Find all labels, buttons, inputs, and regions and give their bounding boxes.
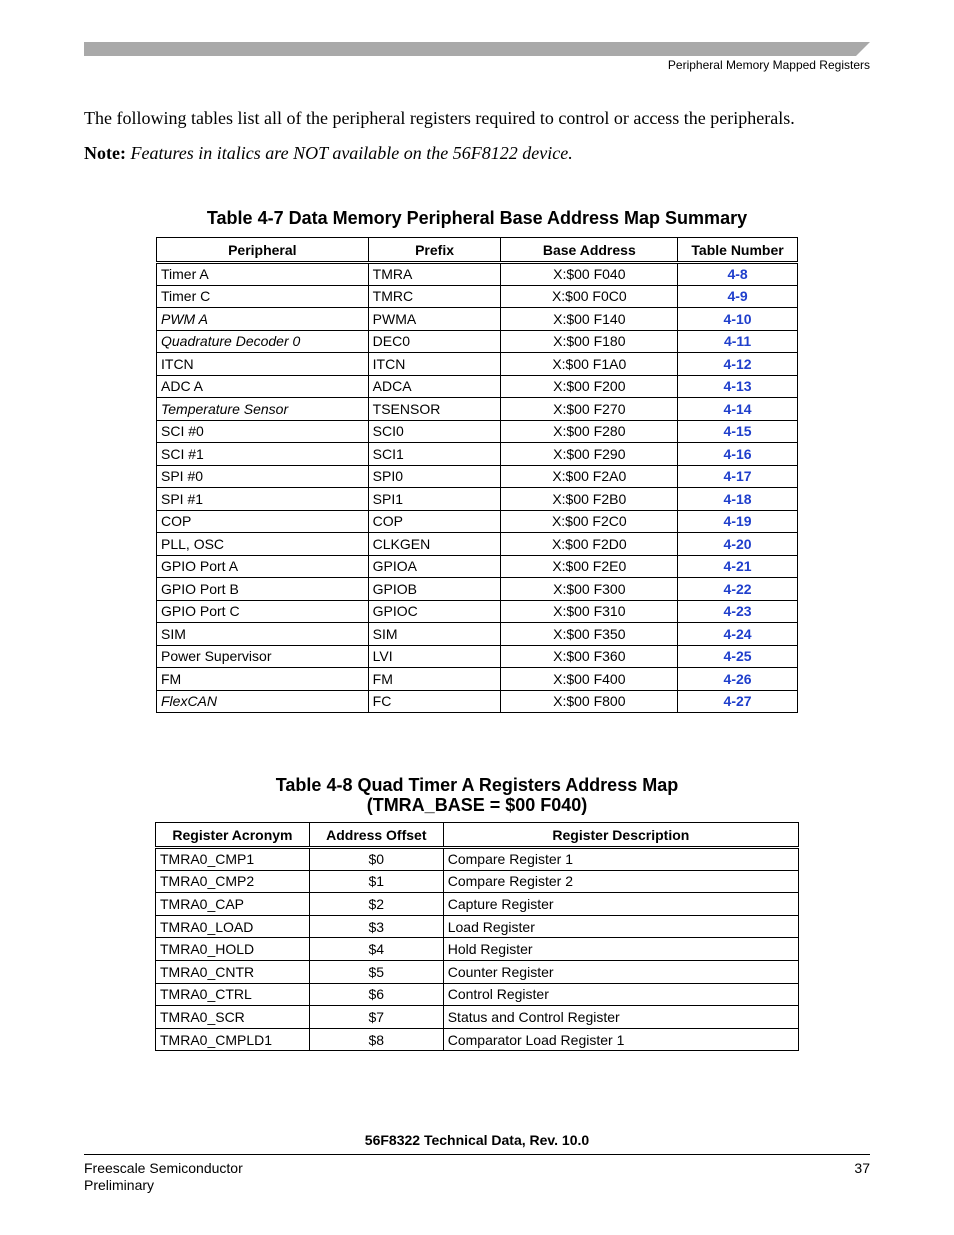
table-row [156,848,799,871]
base-address-cell: X:$00 F2E0 [501,555,678,578]
table8-caption-line2: (TMRA_BASE = $00 F040) [366,795,588,815]
table-row [157,623,798,646]
table-number-link[interactable]: 4-18 [678,488,798,511]
table-row [157,285,798,308]
table-number-link[interactable]: 4-24 [678,623,798,646]
note-label: Note: [84,143,126,163]
prefix-cell: ITCN [368,353,501,376]
peripheral-cell: FlexCAN [157,690,369,713]
table-row [156,938,799,961]
peripheral-cell: SPI #0 [157,465,369,488]
description-cell: Capture Register [443,893,798,916]
peripheral-cell: Power Supervisor [157,645,369,668]
table-row [157,263,798,286]
table-number-link[interactable]: 4-9 [678,285,798,308]
description-cell: Hold Register [443,938,798,961]
table7-header-table: Table Number [678,238,798,263]
peripheral-cell: SIM [157,623,369,646]
table-row [157,645,798,668]
table-row [157,375,798,398]
peripheral-cell: SCI #0 [157,420,369,443]
peripheral-cell: SCI #1 [157,443,369,466]
description-cell: Comparator Load Register 1 [443,1028,798,1051]
prefix-cell: SPI0 [368,465,501,488]
table-row [157,443,798,466]
prefix-cell: SPI1 [368,488,501,511]
base-address-cell: X:$00 F140 [501,308,678,331]
page-number: 37 [854,1160,870,1176]
table-row [157,690,798,713]
prefix-cell: SCI0 [368,420,501,443]
description-cell: Compare Register 2 [443,870,798,893]
table8-header-acronym: Register Acronym [156,823,310,848]
table-number-link[interactable]: 4-23 [678,600,798,623]
table-number-link[interactable]: 4-14 [678,398,798,421]
prefix-cell: TSENSOR [368,398,501,421]
table8-header-row [156,823,799,848]
table-row [156,1028,799,1051]
base-address-cell: X:$00 F400 [501,668,678,691]
base-address-cell: X:$00 F040 [501,263,678,286]
base-address-cell: X:$00 F280 [501,420,678,443]
peripheral-cell: COP [157,510,369,533]
table-row [157,668,798,691]
table-row [157,578,798,601]
peripheral-cell: Quadrature Decoder 0 [157,330,369,353]
header-bar [84,42,870,56]
table-row [157,308,798,331]
table8-header-offset: Address Offset [309,823,443,848]
description-cell: Compare Register 1 [443,848,798,871]
acronym-cell: TMRA0_CNTR [156,960,310,983]
prefix-cell: CLKGEN [368,533,501,556]
base-address-cell: X:$00 F310 [501,600,678,623]
table-number-link[interactable]: 4-20 [678,533,798,556]
prefix-cell: TMRA [368,263,501,286]
table-number-link[interactable]: 4-16 [678,443,798,466]
note [84,142,874,164]
base-address-cell: X:$00 F200 [501,375,678,398]
table-number-link[interactable]: 4-10 [678,308,798,331]
acronym-cell: TMRA0_CAP [156,893,310,916]
table8-header-desc: Register Description [443,823,798,848]
table-row [156,960,799,983]
description-cell: Status and Control Register [443,1006,798,1029]
table-number-link[interactable]: 4-12 [678,353,798,376]
base-address-cell: X:$00 F350 [501,623,678,646]
peripheral-cell: Temperature Sensor [157,398,369,421]
peripheral-cell: GPIO Port C [157,600,369,623]
table-row [157,510,798,533]
prefix-cell: SIM [368,623,501,646]
base-address-cell: X:$00 F0C0 [501,285,678,308]
table-number-link[interactable]: 4-26 [678,668,798,691]
table-number-link[interactable]: 4-21 [678,555,798,578]
table-number-link[interactable]: 4-8 [678,263,798,286]
table-row [156,893,799,916]
footer-left [84,1160,243,1194]
table8-caption-line1: Table 4-8 Quad Timer A Registers Address Map [275,775,679,795]
table7-header-prefix: Prefix [368,238,501,263]
acronym-cell: TMRA0_SCR [156,1006,310,1029]
peripheral-cell: FM [157,668,369,691]
prefix-cell: ADCA [368,375,501,398]
peripheral-cell: GPIO Port B [157,578,369,601]
table7-header-row [157,238,798,263]
table7-caption: Table 4-7 Data Memory Peripheral Base Address Map Summary [206,208,748,228]
base-address-cell: X:$00 F1A0 [501,353,678,376]
offset-cell: $4 [309,938,443,961]
acronym-cell: TMRA0_LOAD [156,915,310,938]
offset-cell: $7 [309,1006,443,1029]
offset-cell: $8 [309,1028,443,1051]
offset-cell: $0 [309,848,443,871]
table-row [156,983,799,1006]
prefix-cell: GPIOB [368,578,501,601]
base-address-cell: X:$00 F2A0 [501,465,678,488]
table-row [157,533,798,556]
table-number-link[interactable]: 4-17 [678,465,798,488]
table-number-link[interactable]: 4-22 [678,578,798,601]
peripheral-cell: PLL, OSC [157,533,369,556]
table-number-link[interactable]: 4-19 [678,510,798,533]
running-header: Peripheral Memory Mapped Registers [667,58,870,72]
description-cell: Counter Register [443,960,798,983]
base-address-cell: X:$00 F2D0 [501,533,678,556]
peripheral-cell: ITCN [157,353,369,376]
intro-paragraph: The following tables list all of the peripheral registers required to control or access the peripherals. [84,108,795,128]
base-address-cell: X:$00 F800 [501,690,678,713]
footer-rule [84,1154,870,1155]
base-address-cell: X:$00 F360 [501,645,678,668]
prefix-cell: DEC0 [368,330,501,353]
description-cell: Control Register [443,983,798,1006]
prefix-cell: FC [368,690,501,713]
footer-doc-title: 56F8322 Technical Data, Rev. 10.0 [364,1132,590,1148]
base-address-cell: X:$00 F2B0 [501,488,678,511]
description-cell: Load Register [443,915,798,938]
table-row [157,330,798,353]
table8 [155,822,799,1051]
table-number-link[interactable]: 4-25 [678,645,798,668]
base-address-cell: X:$00 F290 [501,443,678,466]
table-row [157,600,798,623]
table7 [156,237,798,713]
peripheral-cell: SPI #1 [157,488,369,511]
table-row [157,420,798,443]
peripheral-cell: PWM A [157,308,369,331]
acronym-cell: TMRA0_CMP1 [156,848,310,871]
table7-header-peripheral: Peripheral [157,238,369,263]
prefix-cell: TMRC [368,285,501,308]
base-address-cell: X:$00 F300 [501,578,678,601]
prefix-cell: SCI1 [368,443,501,466]
table-row [156,870,799,893]
table-row [157,488,798,511]
table-number-link[interactable]: 4-27 [678,690,798,713]
peripheral-cell: GPIO Port A [157,555,369,578]
footer-status: Preliminary [84,1177,155,1193]
table7-header-base: Base Address [501,238,678,263]
base-address-cell: X:$00 F180 [501,330,678,353]
base-address-cell: X:$00 F2C0 [501,510,678,533]
table-number-link[interactable]: 4-15 [678,420,798,443]
offset-cell: $3 [309,915,443,938]
table-row [156,1006,799,1029]
prefix-cell: PWMA [368,308,501,331]
base-address-cell: X:$00 F270 [501,398,678,421]
offset-cell: $5 [309,960,443,983]
table-row [157,465,798,488]
prefix-cell: GPIOC [368,600,501,623]
acronym-cell: TMRA0_CMP2 [156,870,310,893]
footer-company: Freescale Semiconductor [84,1160,243,1176]
table-row [157,555,798,578]
table-number-link[interactable]: 4-13 [678,375,798,398]
table8-caption [84,775,870,815]
offset-cell: $6 [309,983,443,1006]
prefix-cell: COP [368,510,501,533]
acronym-cell: TMRA0_CMPLD1 [156,1028,310,1051]
peripheral-cell: ADC A [157,375,369,398]
note-text: Features in italics are NOT available on the 56F8122 device. [130,143,573,163]
prefix-cell: GPIOA [368,555,501,578]
acronym-cell: TMRA0_CTRL [156,983,310,1006]
peripheral-cell: Timer A [157,263,369,286]
table-row [157,353,798,376]
offset-cell: $2 [309,893,443,916]
acronym-cell: TMRA0_HOLD [156,938,310,961]
offset-cell: $1 [309,870,443,893]
prefix-cell: LVI [368,645,501,668]
peripheral-cell: Timer C [157,285,369,308]
prefix-cell: FM [368,668,501,691]
table-row [157,398,798,421]
table-number-link[interactable]: 4-11 [678,330,798,353]
table-row [156,915,799,938]
